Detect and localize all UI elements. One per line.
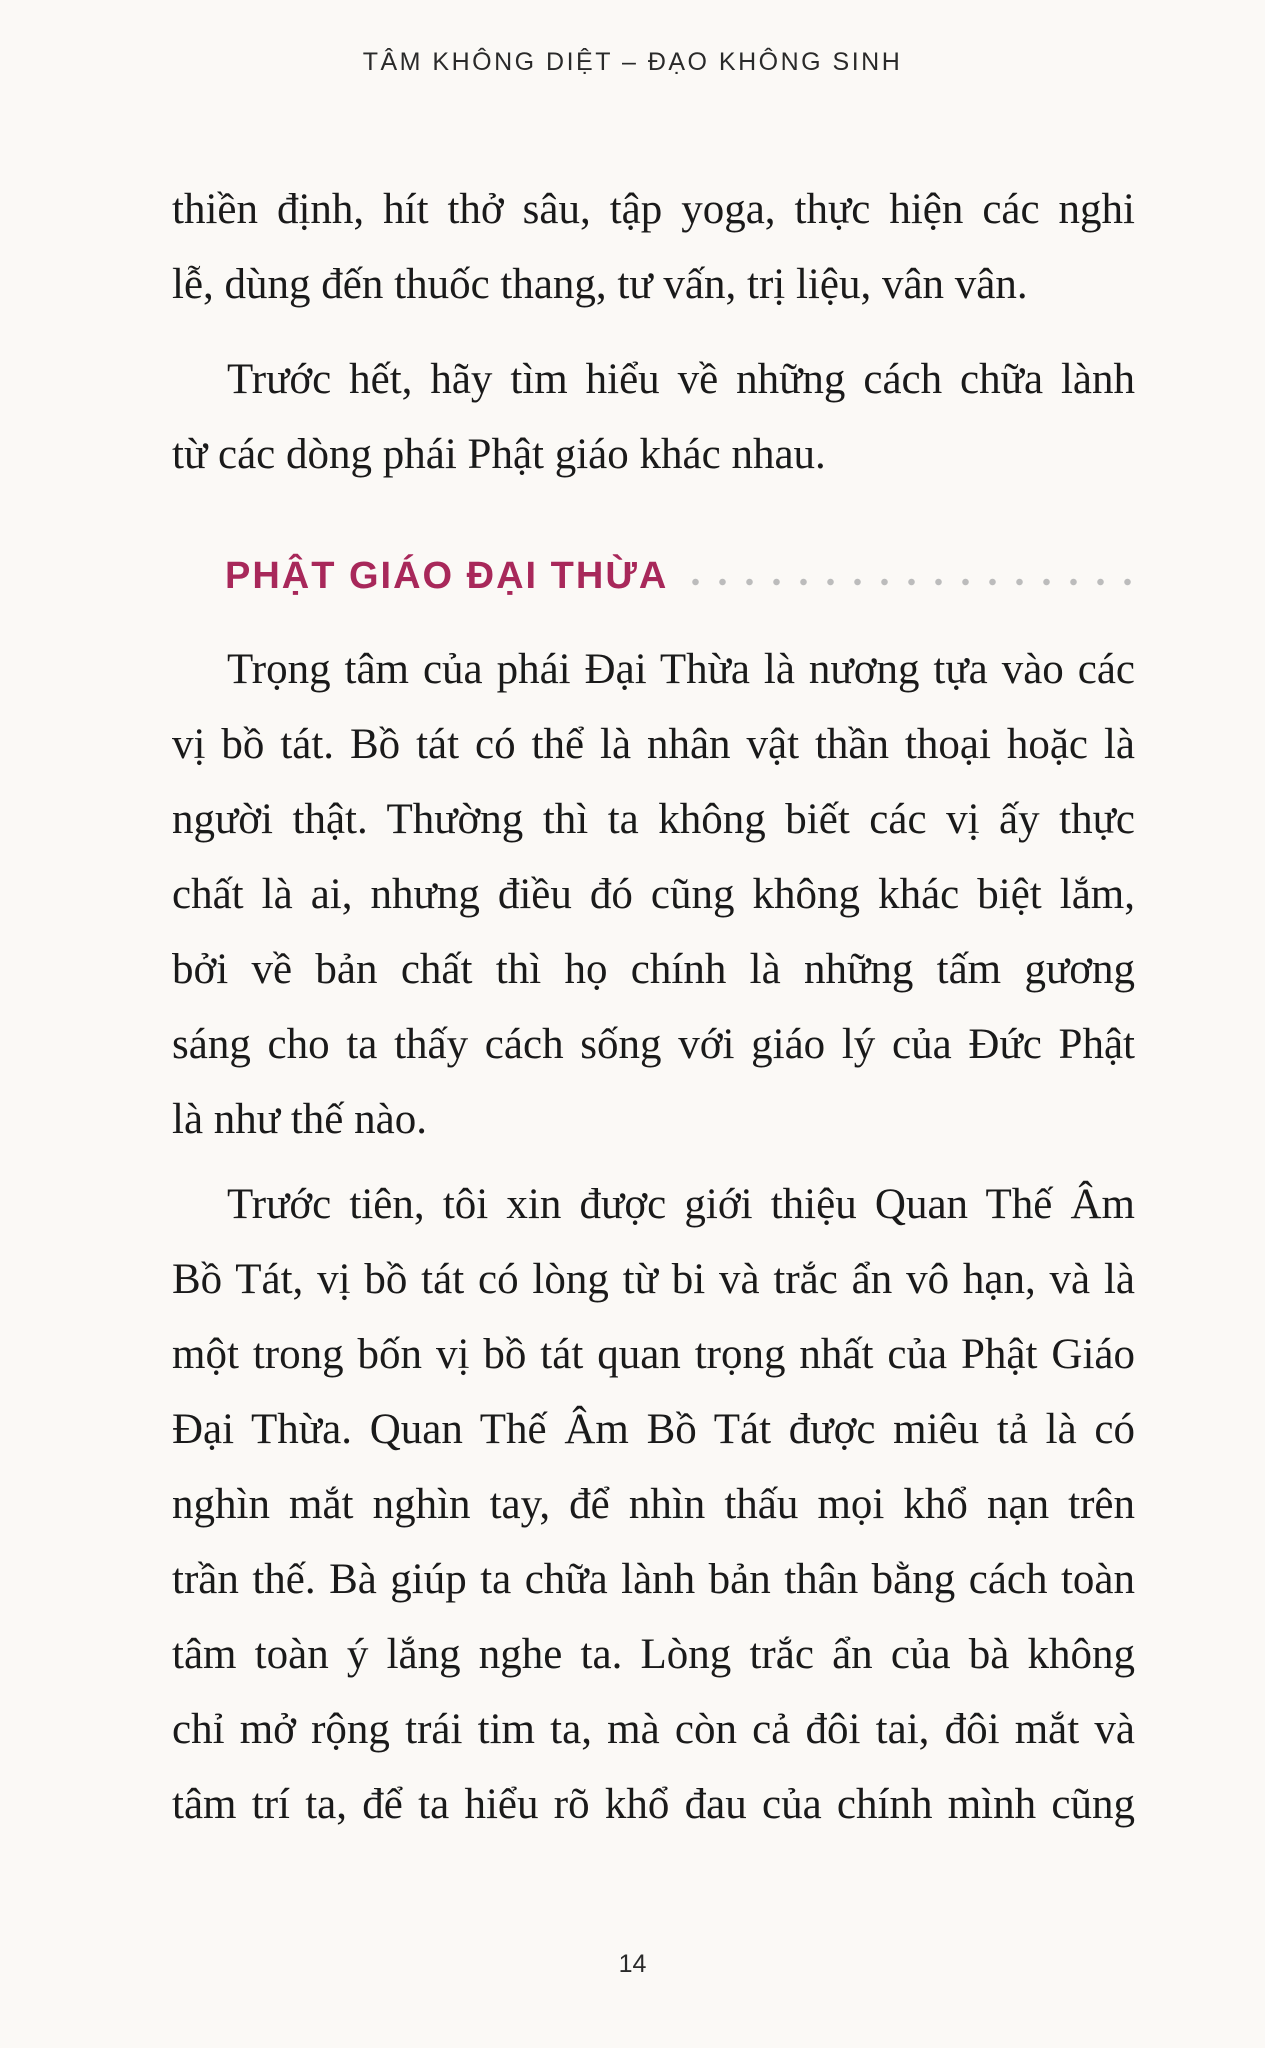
text-line: Trọng tâm của phái Đại Thừa là nương tựa vào các (227, 646, 1135, 693)
page-number: 14 (618, 1950, 647, 1978)
text-line: chỉ mở rộng trái tim ta, mà còn cả đôi tai, đôi mắt và (172, 1706, 1135, 1753)
dotted-leader (682, 576, 1135, 588)
text-line: tâm toàn ý lắng nghe ta. Lòng trắc ẩn của bà không (172, 1631, 1135, 1678)
text-line: Đại Thừa. Quan Thế Âm Bồ Tát được miêu tả là có (172, 1406, 1135, 1453)
text-line: Trước hết, hãy tìm hiểu về những cách chữa lành (227, 356, 1135, 403)
text-line: bởi về bản chất thì họ chính là những tấm gương (172, 946, 1135, 993)
text-line: người thật. Thường thì ta không biết các vị ấy thực (172, 796, 1135, 843)
text-line: thiền định, hít thở sâu, tập yoga, thực hiện các nghi (172, 186, 1135, 233)
text-line: lễ, dùng đến thuốc thang, tư vấn, trị liệu, vân vân. (172, 261, 1028, 308)
text-line: nghìn mắt nghìn tay, để nhìn thấu mọi khổ nạn trên (172, 1481, 1135, 1528)
text-line: vị bồ tát. Bồ tát có thể là nhân vật thần thoại hoặc là (172, 721, 1135, 768)
text-line: tâm trí ta, để ta hiểu rõ khổ đau của chính mình cũng (172, 1781, 1135, 1828)
text-line: Bồ Tát, vị bồ tát có lòng từ bi và trắc ẩn vô hạn, và là (172, 1256, 1135, 1303)
text-line: Trước tiên, tôi xin được giới thiệu Quan Thế Âm (227, 1181, 1135, 1228)
section-heading (225, 546, 1135, 606)
text-line: trần thế. Bà giúp ta chữa lành bản thân bằng cách toàn (172, 1556, 1135, 1603)
running-header: TÂM KHÔNG DIỆT – ĐẠO KHÔNG SINH (362, 48, 903, 76)
text-line: từ các dòng phái Phật giáo khác nhau. (172, 431, 826, 478)
section-title: PHẬT GIÁO ĐẠI THỪA (225, 554, 669, 597)
text-line: sáng cho ta thấy cách sống với giáo lý của Đức Phật (172, 1021, 1135, 1068)
text-line: một trong bốn vị bồ tát quan trọng nhất của Phật Giáo (172, 1331, 1135, 1378)
text-line: là như thế nào. (172, 1096, 427, 1143)
text-line: chất là ai, nhưng điều đó cũng không khác biệt lắm, (172, 871, 1135, 918)
